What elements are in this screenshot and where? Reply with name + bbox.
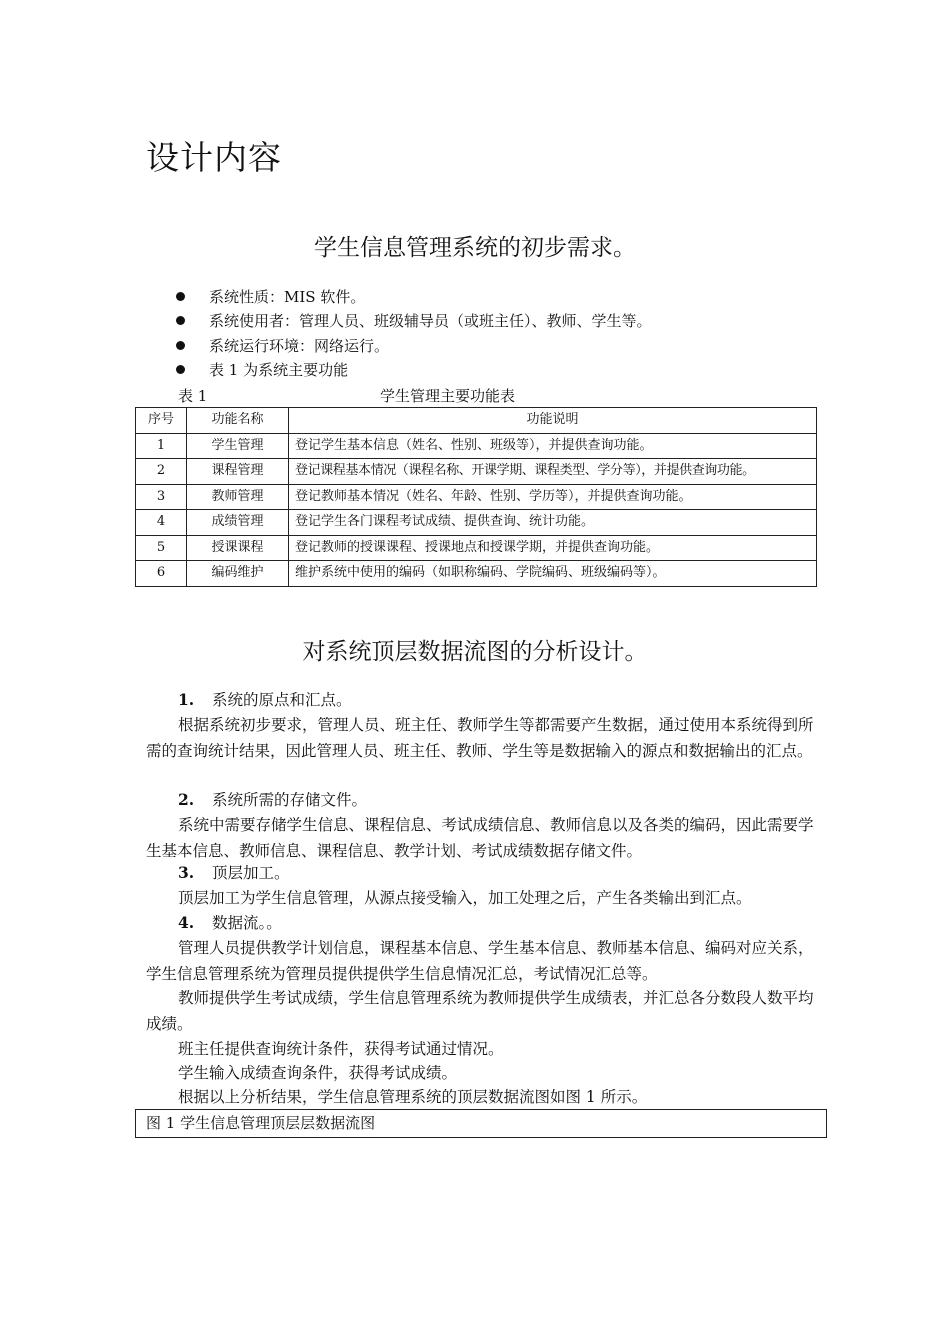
item-number: 2. — [178, 790, 195, 809]
cell-number: 4 — [136, 510, 187, 536]
item-number: 1. — [178, 690, 195, 709]
bullet-item: 系统运行环境：网络运行。 — [176, 334, 389, 358]
item-title: 系统的原点和汇点。 — [212, 691, 352, 709]
header-cell: 序号 — [136, 408, 187, 434]
cell-function-desc: 登记课程基本情况（课程名称、开课学期、课程类型、学分等），并提供查询功能。 — [289, 459, 817, 485]
cell-function-name: 编码维护 — [187, 561, 289, 587]
header-cell: 功能名称 — [187, 408, 289, 434]
bullet-dot-icon — [176, 365, 185, 374]
paragraph: 根据以上分析结果，学生信息管理系统的顶层数据流图如图 1 所示。 — [178, 1088, 648, 1106]
table-row — [136, 484, 817, 510]
function-table — [135, 407, 817, 587]
table-row — [136, 561, 817, 587]
cell-function-name: 学生管理 — [187, 433, 289, 459]
cell-function-desc: 登记学生各门课程考试成绩、提供查询、统计功能。 — [289, 510, 817, 536]
item-number: 3. — [178, 863, 195, 882]
cell-function-desc: 登记教师基本情况（姓名、年龄、性别、学历等），并提供查询功能。 — [289, 484, 817, 510]
paragraph: 系统中需要存储学生信息、课程信息、考试成绩信息、教师信息以及各类的编码，因此需要学生基本信息、教师信息、课程信息、教学计划、考试成绩数据存储文件。 — [146, 816, 814, 860]
cell-number: 3 — [136, 484, 187, 510]
bullet-dot-icon — [176, 316, 185, 325]
bullet-item: 表 1 为系统主要功能 — [176, 358, 348, 382]
table-row — [136, 459, 817, 485]
bullet-dot-icon — [176, 292, 185, 301]
cell-function-name: 教师管理 — [187, 484, 289, 510]
cell-function-name: 课程管理 — [187, 459, 289, 485]
cell-number: 1 — [136, 433, 187, 459]
table-title: 学生管理主要功能表 — [380, 387, 516, 405]
table-header-row — [136, 408, 817, 434]
cell-function-name: 成绩管理 — [187, 510, 289, 536]
cell-function-desc: 维护系统中使用的编码（如职称编码、学院编码、班级编码等）。 — [289, 561, 817, 587]
figure-caption-box — [135, 1109, 827, 1138]
cell-number: 2 — [136, 459, 187, 485]
figure-caption: 图 1 学生信息管理顶层层数据流图 — [146, 1114, 376, 1132]
table-row — [136, 510, 817, 536]
item-title: 系统所需的存储文件。 — [212, 791, 368, 809]
numbered-heading — [178, 910, 282, 936]
bullet-dot-icon — [176, 341, 185, 350]
paragraph: 顶层加工为学生信息管理，从源点接受输入，加工处理之后，产生各类输出到汇点。 — [178, 889, 752, 907]
cell-function-name: 授课课程 — [187, 535, 289, 561]
item-title: 数据流。。 — [212, 914, 282, 932]
table-row — [136, 535, 817, 561]
section-title-dataflow: 对系统顶层数据流图的分析设计。 — [302, 639, 648, 665]
page-heading: 设计内容 — [146, 138, 282, 177]
paragraph: 班主任提供查询统计条件，获得考试通过情况。 — [178, 1040, 504, 1058]
table-row — [136, 433, 817, 459]
cell-number: 5 — [136, 535, 187, 561]
cell-function-desc: 登记学生基本信息（姓名、性别、班级等），并提供查询功能。 — [289, 433, 817, 459]
section-title-requirements: 学生信息管理系统的初步需求。 — [314, 235, 636, 261]
numbered-heading — [178, 860, 290, 886]
item-title: 顶层加工。 — [212, 864, 290, 882]
paragraph: 根据系统初步要求，管理人员、班主任、教师学生等都需要产生数据，通过使用本系统得到所需的查询统计结果，因此管理人员、班主任、教师、学生等是数据输入的源点和数据输出的汇点。 — [146, 716, 814, 760]
numbered-heading — [178, 787, 367, 813]
item-number: 4. — [178, 913, 195, 932]
numbered-heading — [178, 687, 352, 713]
paragraph: 管理人员提供教学计划信息，课程基本信息、学生基本信息、教师基本信息、编码对应关系，学生信息管理系统为管理员提供提供学生信息情况汇总，考试情况汇总等。 — [146, 939, 814, 983]
cell-function-desc: 登记教师的授课课程、授课地点和授课学期，并提供查询功能。 — [289, 535, 817, 561]
paragraph: 学生输入成绩查询条件，获得考试成绩。 — [178, 1064, 458, 1082]
table-label: 表 1 — [178, 387, 208, 405]
bullet-item: 系统性质：MIS 软件。 — [176, 285, 365, 309]
bullet-item: 系统使用者：管理人员、班级辅导员（或班主任）、教师、学生等。 — [176, 309, 652, 333]
header-cell: 功能说明 — [289, 408, 817, 434]
paragraph: 教师提供学生考试成绩，学生信息管理系统为教师提供学生成绩表，并汇总各分数段人数平均成绩。 — [146, 989, 814, 1033]
cell-number: 6 — [136, 561, 187, 587]
